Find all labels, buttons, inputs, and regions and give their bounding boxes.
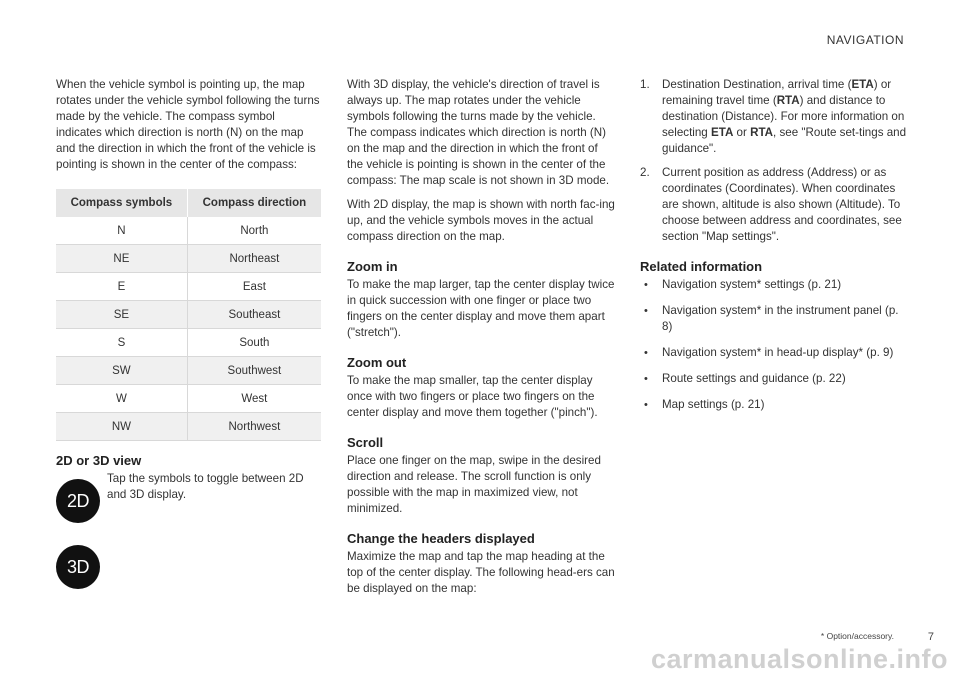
list-text: or xyxy=(733,126,751,139)
view-heading: 2D or 3D view xyxy=(56,453,142,468)
column-1 xyxy=(56,77,321,601)
related-link[interactable] xyxy=(640,371,912,387)
table-cell: East xyxy=(187,273,321,301)
list-text: ) or remaining travel time ( xyxy=(662,78,892,107)
related-link[interactable] xyxy=(640,277,912,293)
table-header-row xyxy=(56,189,321,217)
bullet-icon: • xyxy=(644,305,648,317)
related-link[interactable] xyxy=(640,303,912,335)
table-row xyxy=(56,245,321,273)
section-header: NAVIGATION xyxy=(826,33,904,47)
scroll-heading: Scroll xyxy=(347,435,384,450)
related-heading: Related information xyxy=(640,259,763,274)
table-row xyxy=(56,329,321,357)
page-number: 7 xyxy=(927,631,934,643)
table-cell: N xyxy=(56,217,187,245)
view-section xyxy=(56,471,321,601)
related-text: Navigation system* in the instrument panel (p. 8) xyxy=(662,304,899,333)
list-item xyxy=(640,77,912,157)
zoom-in-text: To make the map larger, tap the center display twice in quick succession with one finger or place two fingers on the center display and move them apart ("stretch"). xyxy=(347,278,615,339)
scroll-text: Place one finger on the map, swipe in the desired direction and release. The scroll function is only possible with the map in maximized view, not minimized. xyxy=(347,454,601,515)
related-text: Navigation system* settings (p. 21) xyxy=(662,278,842,291)
3d-icon: 3D xyxy=(56,545,100,589)
table-cell: Southeast xyxy=(187,301,321,329)
table-cell: Northeast xyxy=(187,245,321,273)
2d-icon: 2D xyxy=(56,479,100,523)
eta-label: ETA xyxy=(710,126,734,139)
column-3 xyxy=(640,77,912,423)
table-cell: S xyxy=(56,329,187,357)
related-text: Navigation system* in head-up display* (p. 9) xyxy=(662,346,894,359)
related-text: Route settings and guidance (p. 22) xyxy=(662,372,846,385)
table-row xyxy=(56,273,321,301)
option-footnote: * Option/accessory. xyxy=(820,631,894,641)
headers-list xyxy=(640,77,912,245)
list-text: , see "Route set-tings and guidance". xyxy=(662,126,907,155)
rta-label: RTA xyxy=(750,126,774,139)
table-header-direction: Compass direction xyxy=(187,189,321,217)
view-description: Tap the symbols to toggle between 2D and 3D display. xyxy=(107,472,304,501)
table-row xyxy=(56,301,321,329)
eta-label: ETA xyxy=(851,78,874,91)
table-row xyxy=(56,413,321,441)
3d-display-paragraph: With 3D display, the vehicle's direction of travel is always up. The map rotates under the vehicle symbols following the turns made by the vehicle. The compass indicates which direction is north (N) on the map and the direction in which the front of the vehicle is pointing is shown in the center of the compass: The map scale is not shown in 3D mode. xyxy=(347,78,610,187)
table-cell: North xyxy=(187,217,321,245)
table-cell: South xyxy=(187,329,321,357)
table-cell: W xyxy=(56,385,187,413)
related-text: Map settings (p. 21) xyxy=(662,398,765,411)
table-cell: NW xyxy=(56,413,187,441)
zoom-out-heading: Zoom out xyxy=(347,355,407,370)
list-number: 1. xyxy=(640,78,650,91)
rta-label: RTA xyxy=(776,94,800,107)
table-cell: E xyxy=(56,273,187,301)
list-number: 2. xyxy=(640,166,650,179)
table-cell: Northwest xyxy=(187,413,321,441)
compass-table xyxy=(56,189,321,441)
table-row xyxy=(56,385,321,413)
table-row xyxy=(56,357,321,385)
bullet-icon: • xyxy=(644,279,648,291)
related-list xyxy=(640,277,912,413)
table-cell: NE xyxy=(56,245,187,273)
related-link[interactable] xyxy=(640,397,912,413)
2d-display-paragraph: With 2D display, the map is shown with north fac-ing up, and the vehicle symbols moves in the actual compass direction on the map. xyxy=(347,198,615,243)
list-item xyxy=(640,165,912,245)
bullet-icon: • xyxy=(644,373,648,385)
bullet-icon: • xyxy=(644,399,648,411)
zoom-out-text: To make the map smaller, tap the center display once with two fingers or place two fingers on the center display and move them together ("pinch"). xyxy=(347,374,598,419)
list-text: Current position as address (Address) or as coordinates (Coordinates). When coordinates are shown, altitude is also shown (Altitude). To choose between address and coordinates, see section "Map settings". xyxy=(662,166,902,243)
table-cell: SE xyxy=(56,301,187,329)
change-headers-text: Maximize the map and tap the map heading at the top of the center display. The following head-ers can be displayed on the map: xyxy=(347,550,615,595)
bullet-icon: • xyxy=(644,347,648,359)
list-text: Destination Destination, arrival time ( xyxy=(662,78,852,91)
table-cell: Southwest xyxy=(187,357,321,385)
change-headers-heading: Change the headers displayed xyxy=(347,531,535,546)
zoom-in-heading: Zoom in xyxy=(347,259,398,274)
table-cell: West xyxy=(187,385,321,413)
related-link[interactable] xyxy=(640,345,912,361)
table-cell: SW xyxy=(56,357,187,385)
watermark: carmanualsonline.info xyxy=(650,644,948,674)
table-header-symbols: Compass symbols xyxy=(56,189,187,217)
list-text: ) and distance to destination (Distance). For more information on selecting xyxy=(662,94,905,139)
column-2 xyxy=(347,77,615,605)
intro-paragraph: When the vehicle symbol is pointing up, the map rotates under the vehicle symbol following the turns made by the vehicle. The compass symbol indicates which direction is north (N) on the map and the direction in which the front of the vehicle is pointing is shown in the center of the compass: xyxy=(56,78,320,171)
table-row xyxy=(56,217,321,245)
